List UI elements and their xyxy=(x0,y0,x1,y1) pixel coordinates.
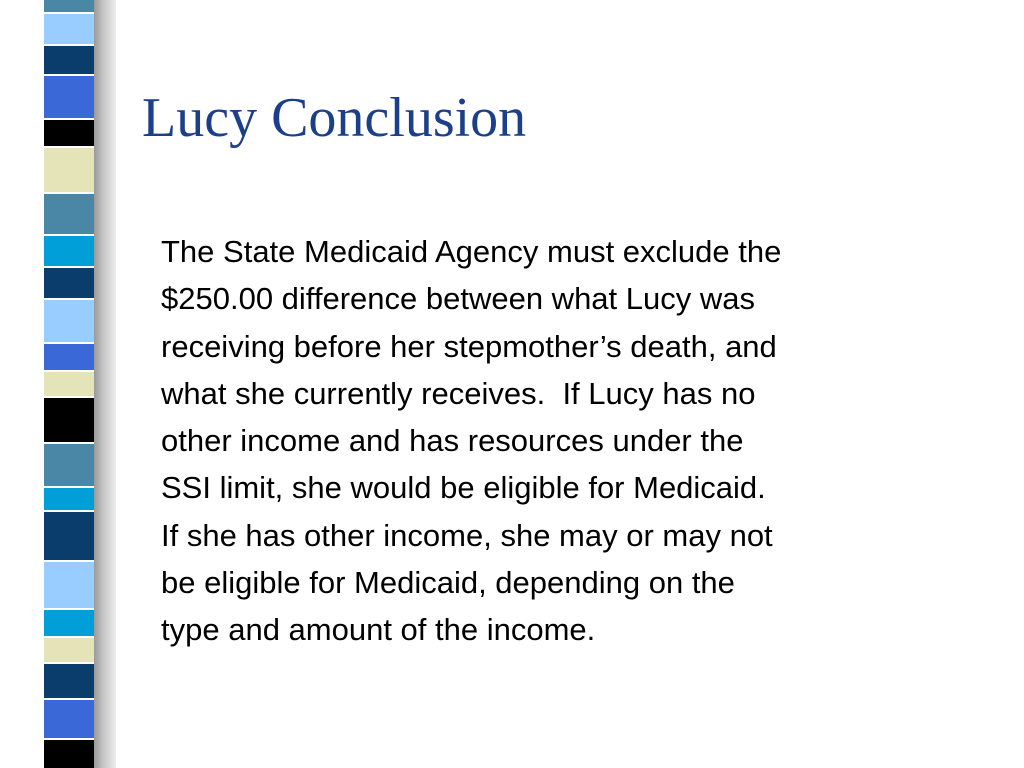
body-line: The State Medicaid Agency must exclude the xyxy=(161,234,782,269)
stripe-block xyxy=(44,236,94,266)
body-line: type and amount of the income. xyxy=(161,612,596,648)
slide-title: Lucy Conclusion xyxy=(142,87,527,149)
slide-body-text xyxy=(161,228,991,654)
body-line: $250.00 difference between what Lucy was xyxy=(161,281,755,317)
stripe-block xyxy=(44,344,94,370)
body-line: SSI limit, she would be eligible for Medicaid. xyxy=(161,470,766,506)
body-line: what she currently receives. If Lucy has no xyxy=(161,375,756,411)
body-line: be eligible for Medicaid, depending on the xyxy=(161,565,735,601)
stripe-block xyxy=(44,148,94,192)
stripe-block xyxy=(44,372,94,396)
stripe-block xyxy=(44,740,94,768)
decorative-stripe-bar xyxy=(0,0,116,768)
stripe-block xyxy=(44,610,94,636)
stripe-block xyxy=(44,300,94,342)
stripe-block xyxy=(44,444,94,486)
stripe-block xyxy=(44,700,94,738)
stripe-block xyxy=(44,76,94,118)
stripe-block xyxy=(44,562,94,608)
stripe-block xyxy=(44,488,94,510)
body-line: other income and has resources under the xyxy=(161,423,744,459)
body-line: If she has other income, she may or may not xyxy=(161,517,773,553)
stripe-block xyxy=(44,664,94,698)
stripe-block xyxy=(44,268,94,298)
stripe-block xyxy=(44,14,94,44)
body-line: receiving before her stepmother’s death, and xyxy=(161,328,777,364)
stripe-block xyxy=(44,398,94,442)
stripe-block xyxy=(44,46,94,74)
stripe-block xyxy=(44,194,94,234)
stripe-block xyxy=(44,0,94,12)
stripe-block xyxy=(44,638,94,662)
stripe-block xyxy=(44,120,94,146)
stripe-block xyxy=(44,512,94,560)
